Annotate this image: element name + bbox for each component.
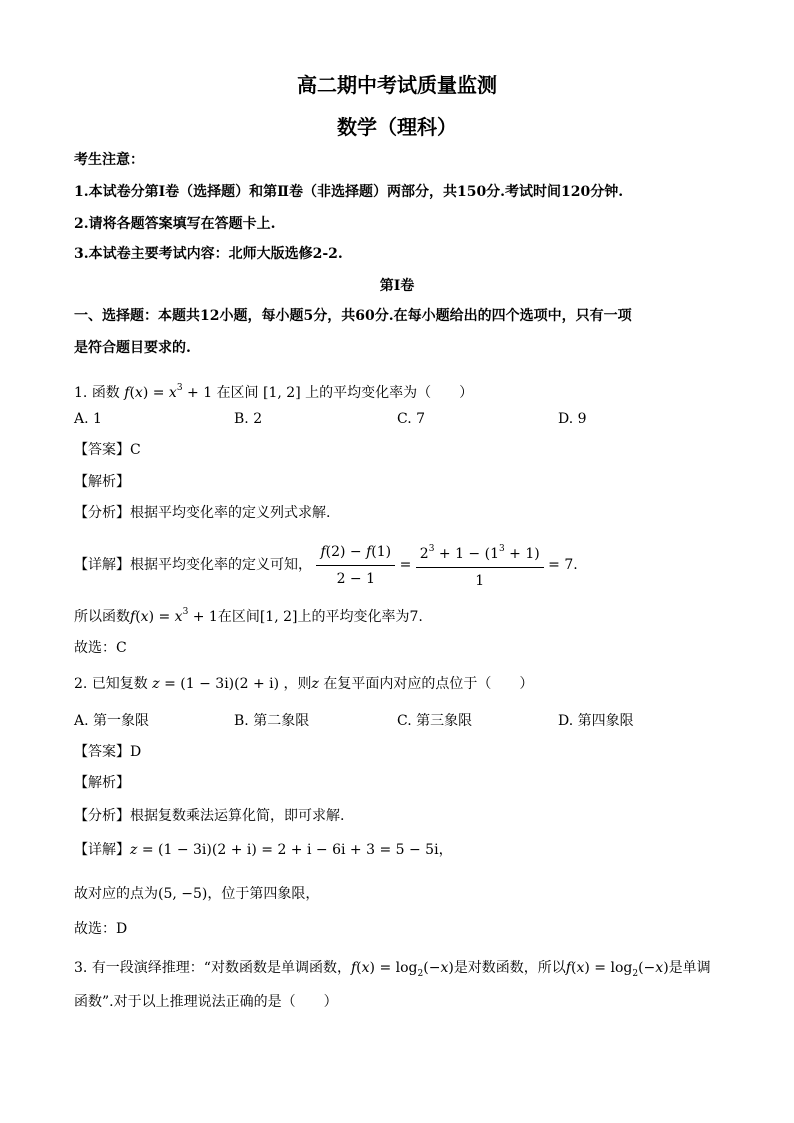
point-expression: (5, −5) [158,886,208,902]
notice-item: 3.本试卷主要考试内容：北师大版选修2-2. [74,246,343,262]
question-number: 2. [74,676,88,692]
complex-expression: z = (1 − 3i)(2 + i) [152,676,280,692]
question-3: 3. 有一段演绎推理：“对数函数是单调函数，$f(x) = \log_2(-x)$是对数函数，所以$f(x) = \log_2(-x)$是单调 [74,960,711,979]
exam-title: 高二期中考试质量监测 [297,73,497,97]
question-2: 2. 已知复数 z = (1 − 3i)(2 + i) ，则z 在复平面内对应的点位于（ ） [74,676,534,692]
interval-expression: [1, 2] [263,385,301,401]
option-a: A. 1 [74,411,102,427]
notice-item: 2.请将各题答案填写在答题卡上. [74,216,276,232]
question-number: 3. [74,960,88,976]
log-expression: $f(x) = \log_2(-x)$ [350,960,454,979]
log-expression: $f(x) = \log_2(-x)$ [565,960,669,979]
analysis-label: 【解析】 [74,474,130,490]
fraction-expression: $\frac{2^3 + 1 - (1^3 + 1)}{1}$ [416,538,544,592]
point-line: 故对应的点为(5, −5)，位于第四象限， [74,886,320,902]
answer-line [74,440,141,460]
exam-subtitle: 数学（理科） [337,115,457,139]
section-instruction: 是符合题目要求的. [74,340,191,356]
detail-line: 【详解】根据平均变化率的定义可知， $\frac{f(2) - f(1)}{2 - 1}$ = $\frac{2^3 + 1 - (1^3 + 1)}{1}$ = 7. [74,538,578,592]
complex-calculation: z = (1 − 3i)(2 + i) = 2 + i − 6i + 3 = 5 − 5i [130,842,439,858]
volume-heading: 第Ⅰ卷 [379,278,415,294]
choose-line: 故选：C [74,640,127,656]
question-number: 1. [74,385,88,401]
choose-line: 故选：D [74,921,128,937]
fraction-expression: $\frac{f(2) - f(1)}{2 - 1}$ [316,541,395,590]
fenxi-line: 【分析】根据平均变化率的定义列式求解. [74,505,331,521]
option-c: C. 7 [397,411,426,427]
question-1: 1. 函数 $f(x) = x^3 + 1$ 在区间 [1, 2] 上的平均变化率为（ ） [74,383,474,401]
function-expression: $f(x) = x^3 + 1$ [124,383,213,401]
option-b: B. 2 [234,411,263,427]
analysis-label: 【解析】 [74,775,130,791]
question-3-cont: 函数”.对于以上推理说法正确的是（ ） [74,994,338,1010]
answer-label: 【答案】 [74,744,130,760]
option-c: C. 第三象限 [397,713,473,729]
answer-line [74,742,141,762]
option-b: B. 第二象限 [234,713,310,729]
conclusion-line: 所以函数$f(x) = x^3 + 1$在区间[1, 2]上的平均变化率为7. [74,607,423,625]
answer-value: D [130,744,142,760]
notice-item: 1.本试卷分第Ⅰ卷（选择题）和第Ⅱ卷（非选择题）两部分，共150分.考试时间120分钟. [74,184,624,200]
option-a: A. 第一象限 [74,713,150,729]
option-d: D. 第四象限 [558,713,634,729]
fenxi-line: 【分析】根据复数乘法运算化简，即可求解. [74,808,345,824]
notice-heading: 考生注意： [74,152,144,168]
section-instruction: 一、选择题：本题共12小题，每小题5分，共60分.在每小题给出的四个选项中，只有一项 [74,308,632,324]
answer-label: 【答案】 [74,442,130,458]
detail-line: 【详解】z = (1 − 3i)(2 + i) = 2 + i − 6i + 3 = 5 − 5i， [74,842,453,858]
answer-value: C [130,442,141,458]
option-d: D. 9 [558,411,587,427]
